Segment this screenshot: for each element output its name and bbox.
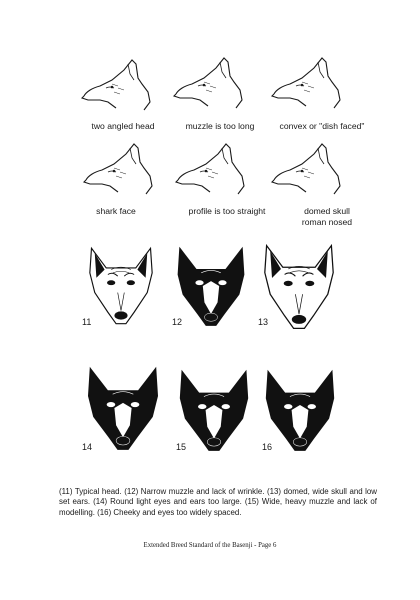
face-illustration-14 — [80, 358, 166, 458]
profile-label-long-muzzle: muzzle is too long — [185, 121, 255, 131]
profile-label-shark-face: shark face — [96, 206, 136, 216]
profile-label-domed-line2: roman nosed — [301, 217, 353, 227]
figure-caption: (11) Typical head. (12) Narrow muzzle and lack of wrinkle. (13) domed, wide skull and low set ears. (14) Round light eyes and ears too large. (15) Wide, heavy muzzle and lack of modelling. (16) Cheeky and eyes too widely spaced. — [59, 487, 377, 517]
page-footer: Extended Breed Standard of the Basenji - Page 6 — [143, 542, 277, 549]
profile-label-two-angled: two angled head — [91, 121, 155, 131]
face-number-11: 11 — [82, 317, 92, 327]
profile-sketch-long-muzzle — [170, 56, 250, 111]
face-illustration-12 — [170, 240, 252, 332]
face-number-12: 12 — [172, 317, 183, 327]
profile-label-domed-line1: domed skull — [304, 206, 350, 216]
face-number-14: 14 — [82, 442, 93, 452]
profile-sketch-domed-skull — [268, 142, 348, 197]
face-number-16: 16 — [262, 442, 273, 452]
profile-label-straight: profile is too straight — [188, 206, 266, 216]
profile-sketch-two-angled — [78, 58, 158, 113]
profile-sketch-shark-face — [80, 142, 160, 197]
profile-sketch-dish-faced — [268, 56, 348, 111]
profile-sketch-straight — [172, 142, 252, 197]
face-number-15: 15 — [176, 442, 187, 452]
profile-label-dish-faced: convex or "dish faced" — [279, 121, 365, 131]
face-illustration-11 — [80, 240, 162, 332]
face-number-13: 13 — [258, 317, 269, 327]
